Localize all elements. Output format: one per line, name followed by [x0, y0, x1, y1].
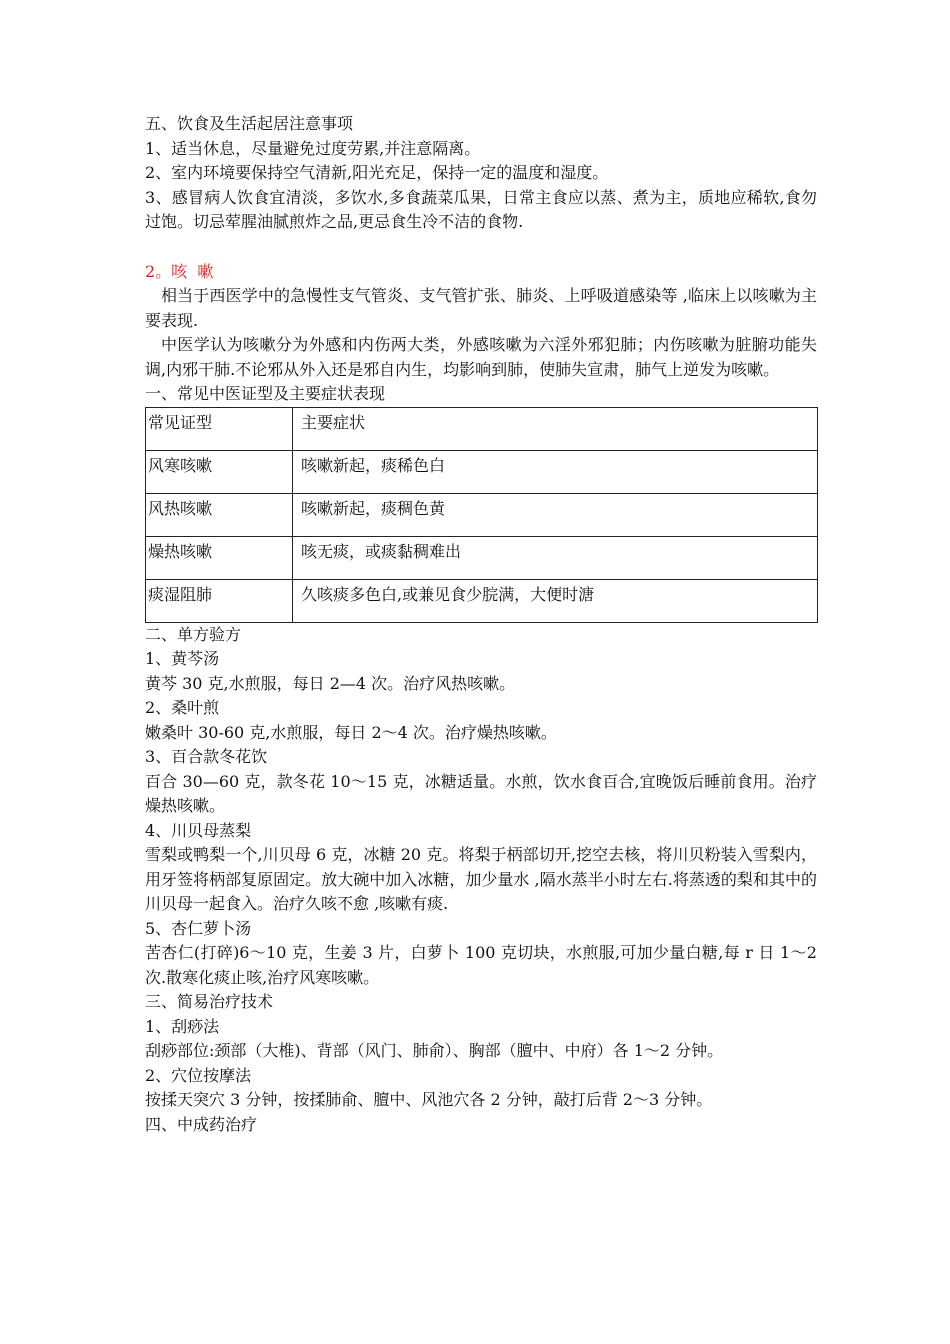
table-cell: 燥热咳嗽 [146, 536, 293, 579]
table-cell: 咳嗽新起，痰稠色黄 [293, 493, 818, 536]
cough-intro-2: 中医学认为咳嗽分为外感和内伤两大类，外感咳嗽为六淫外邪犯肺；内伤咳嗽为脏腑功能失调,内邪干肺.不论邪从外入还是邪自内生，均影响到肺，使肺失宣肃，肺气上逆发为咳嗽。 [145, 335, 817, 379]
remedy-name: 4、川贝母蒸梨 [145, 820, 252, 840]
table-row [146, 450, 818, 493]
table-header-cell: 常见证型 [146, 407, 293, 450]
remedy-name: 1、黄芩汤 [145, 649, 220, 668]
blank-line [145, 235, 817, 260]
section5-title: 五、饮食及生活起居注意事项 [145, 114, 354, 133]
remedy-text: 嫩桑叶 30-60 克,水煎服，每日 2～4 次。治疗燥热咳嗽。 [145, 722, 557, 742]
technique-name: 2、穴位按摩法 [145, 1065, 252, 1085]
table-cell: 咳无痰，或痰黏稠难出 [293, 536, 818, 579]
medicine-title: 四、中成药治疗 [145, 1114, 258, 1134]
table-row [146, 536, 818, 579]
technique-text: 刮痧部位:颈部（大椎)、背部（风门、肺俞）、胸部（膻中、中府）各 1～2 分钟。 [145, 1041, 724, 1060]
remedy-text: 黄芩 30 克,水煎服，每日 2—4 次。治疗风热咳嗽。 [145, 673, 516, 693]
table-cell: 咳嗽新起，痰稀色白 [293, 450, 818, 493]
section5-item-3: 3、感冒病人饮食宜清淡，多饮水,多食蔬菜瓜果，日常主食应以蒸、煮为主，质地应稀软,食勿过饱。切忌荤腥油腻煎炸之品,更忌食生冷不洁的食物. [145, 187, 817, 231]
section5-item-2: 2、室内环境要保持空气清新,阳光充足，保持一定的温度和湿度。 [145, 163, 609, 182]
techniques-title: 三、简易治疗技术 [145, 992, 274, 1011]
section5-item-1: 1、适当休息，尽量避免过度劳累,并注意隔离。 [145, 138, 481, 158]
document-page [145, 112, 817, 1137]
cough-intro-1: 相当于西医学中的急慢性支气管炎、支气管扩张、肺炎、上呼吸道感染等 ,临床上以咳嗽为主要表现. [145, 286, 817, 330]
remedy-name: 5、杏仁萝卜汤 [145, 918, 252, 938]
remedy-text: 苦杏仁(打碎)6～10 克，生姜 3 片，白萝卜 100 克切块，水煎服,可加少量白糖,每 r 日 1～2 次.散寒化痰止咳,治疗风寒咳嗽。 [145, 943, 817, 987]
remedies-title: 二、单方验方 [145, 624, 242, 644]
technique-text: 按揉天突穴 3 分钟，按揉肺俞、膻中、风池穴各 2 分钟，敲打后背 2～3 分钟。 [145, 1090, 713, 1109]
table-row [146, 579, 818, 622]
remedy-text: 百合 30—60 克，款冬花 10～15 克，冰糖适量。水煎，饮水食百合,宜晚饭后睡前食用。治疗燥热咳嗽。 [145, 771, 817, 815]
syndrome-table [145, 407, 818, 623]
table-cell: 久咳痰多色白,或兼见食少脘满，大便时溏 [293, 579, 818, 622]
table-cell: 风寒咳嗽 [146, 450, 293, 493]
table-header-row [146, 407, 818, 450]
remedy-text: 雪梨或鸭梨一个,川贝母 6 克，冰糖 20 克。将梨于柄部切开,挖空去核，将川贝粉装入雪梨内，用牙签将柄部复原固定。放大碗中加入冰糖，加少量水 ,隔水蒸半小时左右.将蒸透的梨和其中的川贝母一起食入。治疗久咳不愈 ,咳嗽有痰. [145, 845, 817, 913]
table-cell: 风热咳嗽 [146, 493, 293, 536]
cough-heading: 2。咳 嗽 [145, 261, 214, 281]
table-title: 一、常见中医证型及主要症状表现 [145, 384, 386, 403]
remedy-name: 2、桑叶煎 [145, 698, 220, 717]
table-row [146, 493, 818, 536]
remedy-name: 3、百合款冬花饮 [145, 747, 268, 766]
technique-name: 1、刮痧法 [145, 1016, 220, 1036]
table-cell: 痰湿阻肺 [146, 579, 293, 622]
table-header-cell: 主要症状 [293, 407, 818, 450]
